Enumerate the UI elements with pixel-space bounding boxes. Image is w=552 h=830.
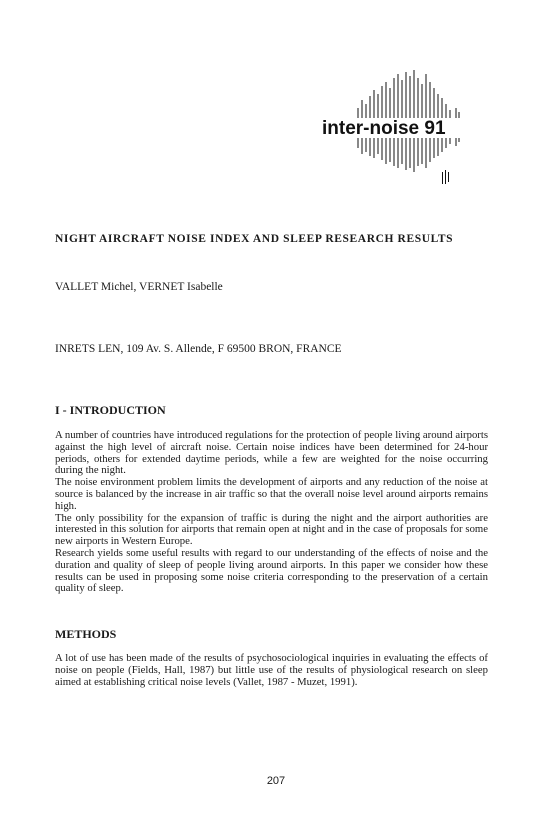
methods-body bbox=[55, 653, 488, 688]
paragraph: A number of countries have introduced regulations for the protection of people living around airports against the high level of aircraft noise. Certain noise indices have been determined for 24-hour periods, others for extended daytime periods, while a few are weighted for the noise occurring during the night. bbox=[55, 429, 488, 477]
paragraph: The only possibility for the expansion of traffic is during the night and the airport authorities are interested in this solution for airports that remain open at night and in the case of proposals for some new airports in Western Europe. bbox=[55, 511, 488, 548]
paragraph: A lot of use has been made of the results of psychosociological inquiries in evaluating the effects of noise on people (Fields, Hall, 1987) but little use of the results of physiological research on sleep aimed at establishing critical noise levels (Vallet, 1987 - Muzet, 1991). bbox=[55, 652, 488, 688]
paragraph: Research yields some useful results with regard to our understanding of the effects of noise and the duration and quality of sleep of people living around airports. In this paper we consider how these results can be used in proposing some noise criteria corresponding to the preservation of a certain quality of sleep. bbox=[55, 546, 488, 595]
section-heading-methods: METHODS bbox=[55, 627, 117, 641]
section-heading-introduction: I - INTRODUCTION bbox=[55, 403, 166, 417]
paper-affiliation: INRETS LEN, 109 Av. S. Allende, F 69500 BRON, FRANCE bbox=[55, 343, 342, 355]
introduction-body bbox=[55, 430, 488, 595]
logo-text: inter-noise 91 bbox=[322, 118, 446, 139]
page-number: 207 bbox=[266, 775, 286, 787]
paper-title: NIGHT AIRCRAFT NOISE INDEX AND SLEEP RESEARCH RESULTS bbox=[55, 233, 454, 245]
inter-noise-logo-icon bbox=[318, 68, 478, 188]
paper-authors: VALLET Michel, VERNET Isabelle bbox=[55, 281, 223, 293]
paragraph: The noise environment problem limits the development of airports and any reduction of the noise at source is balanced by the increase in air traffic so that the overall noise level around airports remains high. bbox=[55, 476, 488, 512]
